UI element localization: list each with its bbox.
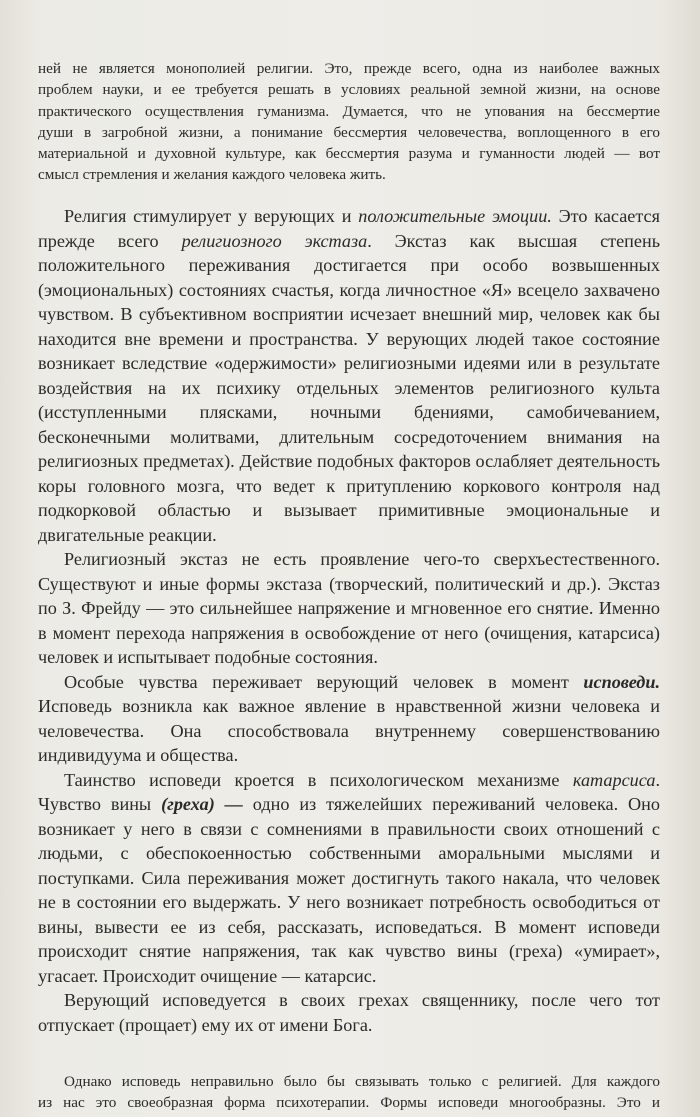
- text-run: Исповедь возникла как важное явление в нравственной жизни человека и человечества. Она способствовала внутреннему совершенствованию индивидуума и общества.: [38, 696, 660, 765]
- paragraph-emotions: [38, 204, 660, 547]
- emphasis-catharsis: катарсиса: [572, 769, 656, 790]
- text-run: Особые чувства переживает верующий человек в момент: [64, 671, 584, 692]
- text-line: Однако исповедь неправильно было бы связывать только с религией. Для каждого: [64, 1073, 660, 1090]
- emphasis-positive-emotions: положительные эмоции.: [358, 206, 552, 226]
- text-run: одно из тяжелейших переживаний человека. Оно возникает у него в связи с сомнениями в правильности своих отношений с людьми, с обеспокоенностью собственными аморальными мыслями и поступками. Сила переживания может достигнуть такого накала, что человек не в состоянии его выдержать. У него возникает потребность освободиться от вины, вывести ее из себя, рассказать, исповедаться. В момент исповеди происходит снятие напряжения, так как чувство вины (греха) «умирает», угасает. Происходит очищение — катарсис.: [38, 794, 661, 986]
- main-text: [38, 204, 660, 1037]
- text-run: Это касается прежде всего: [38, 206, 660, 251]
- text-run: . Экстаз как высшая степень положительного переживания достигается при особо возвышенных (эмоциональных) состояниях счастья, когда личностное «Я» всецело захвачено чувством. В субъективном восприятии исчезает внешний мир, человек как бы находится вне времени и пространства. У верующих людей такое состояние возникает вследствие «одержимости» религиозными идеями или в результате воздействия на их психику отдельных элементов религиозного культа (исступленными плясками, ночными бдениями, самобичеванием, бесконечными молитвами, длительным сосредоточением внимания на религиозных предметах). Действие подобных факторов ослабляет деятельность коры головного мозга, что ведет к притуплению коркового контроля над подкорковой областью и вызывает примитивные эмоциональные и двигательные реакции.: [38, 230, 660, 545]
- text-line: души в загробной жизни, а понимание бессмертия человечества, воплощенного в его: [38, 123, 660, 141]
- text-line: из нас это своеобразная форма психотерапии. Формы исповеди многообразны. Это и: [38, 1094, 660, 1112]
- text-line: материальной и духовной культуре, как бессмертия разума и гуманности людей — вот: [38, 145, 660, 163]
- paragraph-ecstasy: Религиозный экстаз не есть проявление чего-то сверхъестественного. Существуют и иные формы экстаза (творческий, политический и др.). Экстаз по З. Фрейду — это сильнейшее напряжение и мгновенное его снятие. Именно в момент перехода напряжения в освобождение от него (очищения, катарсиса) человек и испытывает подобные состояния.: [38, 549, 660, 667]
- paragraph-priest: Верующий исповедуется в своих грехах священнику, после чего тот отпускает (прощает) ему их от имени Бога.: [38, 990, 660, 1035]
- emphasis-religious-ecstasy: религиозного экстаза: [181, 230, 368, 251]
- outro-paragraph: [38, 1071, 660, 1114]
- emphasis-sin: (греха) —: [161, 794, 243, 814]
- text-run: Таинство исповеди кроется в психологическом механизме: [64, 769, 573, 790]
- text-line: практического осуществления гуманизма. Думается, что не упования на бессмертие: [38, 102, 660, 120]
- text-line: проблем науки, и ее требуется решать в условиях реальной земной жизни, на основе: [38, 81, 660, 99]
- text-line: смысл стремления и желания каждого человека жить.: [38, 166, 386, 184]
- text-run: . Чувство вины: [38, 769, 660, 814]
- intro-paragraph: [38, 58, 660, 186]
- text-run: Религия стимулирует у верующих и: [64, 206, 359, 226]
- paragraph-catharsis: [38, 768, 660, 989]
- text-line: ней не является монополией религии. Это, прежде всего, одна из наиболее важных: [38, 60, 660, 77]
- paragraph-confession: [38, 670, 660, 768]
- emphasis-confession: исповеди.: [583, 671, 660, 692]
